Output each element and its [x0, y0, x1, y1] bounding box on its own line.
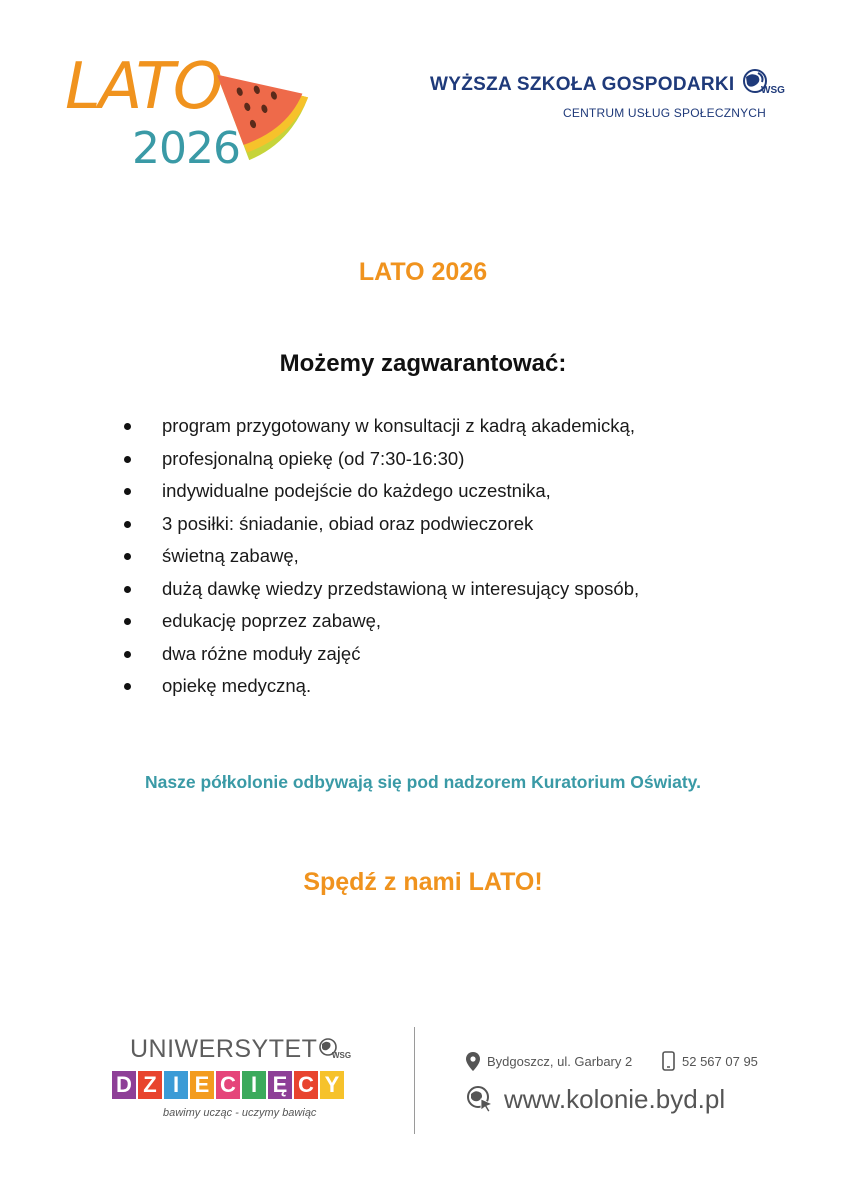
phone-icon — [662, 1051, 675, 1071]
logo-year: 2026 — [132, 123, 240, 174]
page-title: LATO 2026 — [358, 258, 488, 286]
list-item — [120, 573, 760, 606]
bullet-icon — [124, 488, 131, 495]
ud-letter: Z — [138, 1071, 162, 1099]
bullet-icon — [124, 586, 131, 593]
wsg-logo — [430, 68, 790, 128]
watermelon-icon — [215, 67, 310, 162]
list-item — [120, 443, 760, 476]
ud-tagline: bawimy ucząc - uczymy bawiąc — [163, 1107, 317, 1119]
list-item-text: profesjonalną opiekę (od 7:30-16:30) — [162, 447, 465, 469]
ud-title: UNIWERSYTET — [130, 1035, 318, 1063]
ud-letter: I — [164, 1071, 188, 1099]
list-item-text: edukację poprzez zabawę, — [162, 610, 382, 631]
footer-divider — [414, 1027, 415, 1134]
ud-letter: Y — [320, 1071, 344, 1099]
bullet-icon — [124, 553, 131, 560]
list-item — [120, 605, 760, 638]
list-item — [120, 508, 760, 541]
bullet-icon — [124, 618, 131, 625]
website — [466, 1082, 725, 1116]
org-badge: WSG — [761, 85, 785, 96]
list-item — [120, 670, 760, 703]
logo-word: LATO — [65, 50, 222, 124]
call-to-action: Spędź z nami LATO! — [303, 868, 543, 896]
org-name: WYŻSZA SZKOŁA GOSPODARKI — [430, 74, 735, 95]
list-item — [120, 475, 760, 508]
ud-badge: WSG — [332, 1051, 352, 1060]
supervision-note: Nasze półkolonie odbywają się pod nadzorem Kuratorium Oświaty. — [145, 772, 701, 792]
bullet-icon — [124, 683, 131, 690]
bullet-icon — [124, 423, 131, 430]
list-item-text: 3 posiłki: śniadanie, obiad oraz podwieczorek — [162, 512, 534, 534]
list-item-text: program przygotowany w konsultacji z kadrą akademicką, — [162, 415, 635, 436]
phone-number[interactable]: 52 567 07 95 — [682, 1053, 758, 1069]
ud-letter: D — [112, 1071, 136, 1099]
ud-letter: Ę — [268, 1071, 292, 1099]
features-heading: Możemy zagwarantować: — [279, 350, 567, 377]
bullet-icon — [124, 456, 131, 463]
website-link[interactable]: www.kolonie.byd.pl — [504, 1083, 726, 1114]
address-text: Bydgoszcz, ul. Garbary 2 — [487, 1053, 633, 1069]
list-item-text: indywidualne podejście do każdego uczestnika, — [162, 480, 551, 501]
features-list — [120, 410, 760, 703]
ud-letter: C — [216, 1071, 240, 1099]
ud-letters — [112, 1071, 344, 1099]
globe-icon — [317, 1037, 352, 1061]
list-item-text: świetną zabawę, — [162, 545, 299, 566]
list-item — [120, 540, 760, 573]
list-item — [120, 410, 760, 443]
list-item — [120, 638, 760, 671]
ud-letter: I — [242, 1071, 266, 1099]
bullet-icon — [124, 521, 131, 528]
globe-icon — [740, 68, 784, 98]
list-item-text: dużą dawkę wiedzy przedstawioną w interesujący sposób, — [162, 577, 640, 599]
list-item-text: dwa różne moduły zajęć — [162, 642, 361, 664]
ud-letter: C — [294, 1071, 318, 1099]
uniwersytet-dzieciecy-logo — [110, 1035, 380, 1130]
org-subtitle: CENTRUM USŁUG SPOŁECZNYCH — [563, 106, 767, 120]
map-pin-icon — [466, 1052, 480, 1071]
globe-cursor-icon — [466, 1085, 494, 1113]
phone — [662, 1049, 758, 1073]
lato-logo — [60, 50, 320, 180]
ud-letter: E — [190, 1071, 214, 1099]
bullet-icon — [124, 651, 131, 658]
list-item-text: opiekę medyczną. — [162, 675, 312, 696]
address — [466, 1049, 632, 1073]
